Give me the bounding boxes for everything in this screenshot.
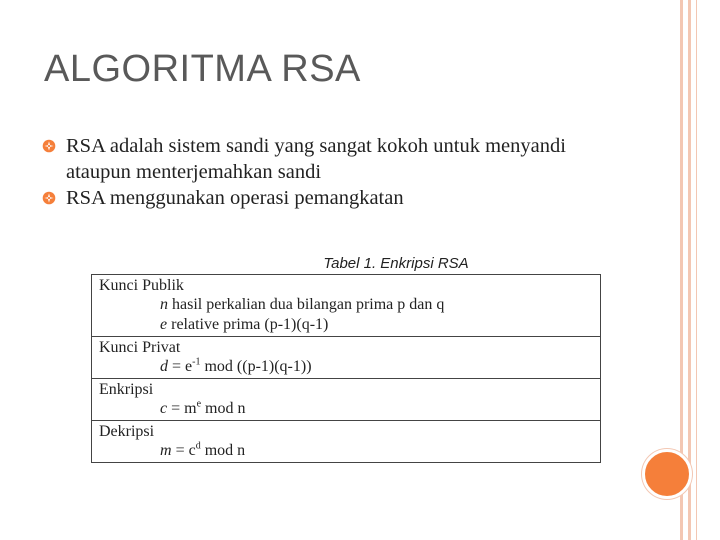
row-heading: Kunci Publik	[99, 277, 184, 294]
row-superscript: -1	[192, 356, 201, 368]
row-variable: n	[160, 296, 168, 313]
row-text: mod n	[200, 442, 246, 459]
bullet-item	[42, 185, 602, 211]
rsa-table	[91, 274, 601, 463]
table-caption: Tabel 1. Enkripsi RSA	[323, 255, 469, 272]
compass-bullet-icon	[42, 139, 56, 153]
row-superscript: e	[196, 398, 202, 410]
table-row	[92, 378, 600, 420]
row-text: = e	[168, 358, 193, 375]
decorative-line	[696, 0, 697, 540]
row-text: mod ((p-1)(q-1))	[200, 358, 312, 375]
bullet-item	[42, 133, 602, 185]
row-superscript: d	[195, 440, 201, 452]
decorative-line	[688, 0, 691, 540]
row-heading: Dekripsi	[99, 423, 155, 440]
bullet-list	[42, 133, 602, 211]
bullet-text: RSA adalah sistem sandi yang sangat kokoh untuk menyandi ataupun menterjemahkan sandi	[66, 135, 566, 183]
row-variable: e	[160, 316, 168, 333]
compass-bullet-icon	[42, 191, 56, 205]
row-variable: c	[160, 400, 168, 417]
row-variable: d	[160, 358, 168, 375]
row-line	[99, 315, 593, 335]
decorative-circle	[642, 449, 692, 499]
row-text: = c	[171, 442, 196, 459]
row-variable: m	[160, 442, 172, 459]
row-heading: Enkripsi	[99, 381, 154, 398]
row-text: hasil perkalian dua bilangan prima p dan q	[168, 296, 445, 313]
slide-title: ALGORITMA RSA	[44, 48, 361, 90]
rsa-table-figure	[91, 254, 601, 463]
row-text: mod n	[201, 400, 246, 417]
row-line	[99, 357, 593, 377]
bullet-text: RSA menggunakan operasi pemangkatan	[66, 187, 404, 209]
row-text: relative prima (p-1)(q-1)	[167, 316, 329, 333]
table-row	[92, 275, 600, 336]
row-heading: Kunci Privat	[99, 339, 181, 356]
row-line	[99, 295, 593, 315]
table-row	[92, 336, 600, 378]
row-line	[99, 441, 593, 461]
row-text: = m	[167, 400, 197, 417]
table-row	[92, 420, 600, 462]
row-line	[99, 399, 593, 419]
